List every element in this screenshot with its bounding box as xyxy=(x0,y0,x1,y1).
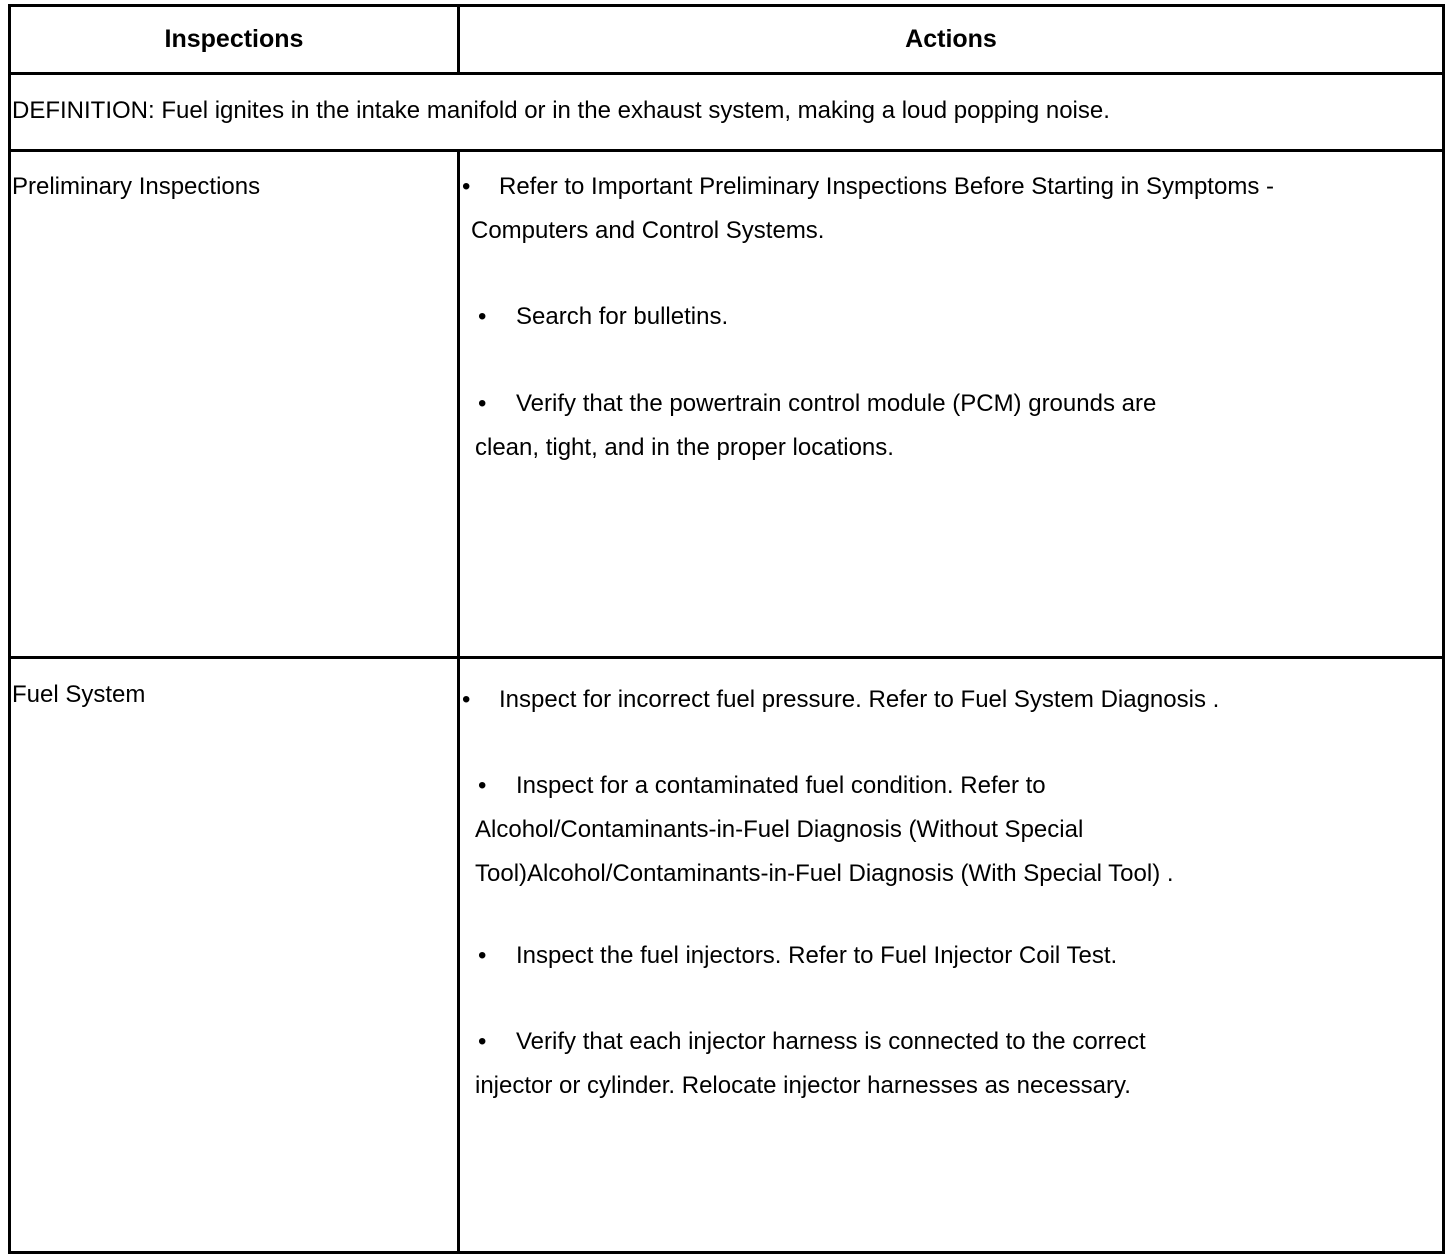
table-border-bottom xyxy=(8,1251,1445,1254)
row-fuel-system-label: Fuel System xyxy=(12,681,146,708)
header-actions: Actions xyxy=(905,25,997,53)
list-item: • Search for bulletins. xyxy=(478,295,728,339)
list-item: • Inspect for incorrect fuel pressure. Refer to Fuel System Diagnosis . xyxy=(462,678,1219,722)
bullet-icon: • xyxy=(478,390,487,417)
list-item-continuation: clean, tight, and in the proper locations. xyxy=(475,434,894,461)
header-inspections: Inspections xyxy=(164,25,304,53)
row-divider xyxy=(8,656,1445,659)
table-border-left xyxy=(8,4,11,1254)
bullet-icon: • xyxy=(478,1028,487,1055)
list-item: • Inspect for a contaminated fuel condition. Refer to xyxy=(478,764,1046,808)
bullet-icon: • xyxy=(478,772,487,799)
table-border-top xyxy=(8,4,1445,7)
bullet-icon: • xyxy=(478,942,487,969)
list-item: • Refer to Important Preliminary Inspections Before Starting in Symptoms - xyxy=(462,165,1274,209)
column-divider-body xyxy=(457,149,460,1254)
list-item: • Inspect the fuel injectors. Refer to Fuel Injector Coil Test. xyxy=(478,934,1117,978)
definition-text: DEFINITION: Fuel ignites in the intake manifold or in the exhaust system, making a loud popping noise. xyxy=(12,97,1110,124)
header-divider xyxy=(8,72,1445,75)
bullet-icon: • xyxy=(478,303,487,330)
bullet-icon: • xyxy=(462,173,471,200)
row-preliminary-inspection-label: Preliminary Inspections xyxy=(12,173,261,200)
list-item-continuation: injector or cylinder. Relocate injector harnesses as necessary. xyxy=(475,1072,1131,1099)
list-item-continuation: Computers and Control Systems. xyxy=(471,217,825,244)
definition-divider xyxy=(8,149,1445,152)
list-item: • Verify that each injector harness is connected to the correct xyxy=(478,1020,1146,1064)
list-item: • Verify that the powertrain control module (PCM) grounds are xyxy=(478,382,1156,426)
bullet-icon: • xyxy=(462,686,471,713)
list-item-continuation: Tool)Alcohol/Contaminants-in-Fuel Diagnosis (With Special Tool) . xyxy=(475,860,1174,887)
table-border-right xyxy=(1442,4,1445,1254)
list-item-continuation: Alcohol/Contaminants-in-Fuel Diagnosis (Without Special xyxy=(475,816,1084,843)
